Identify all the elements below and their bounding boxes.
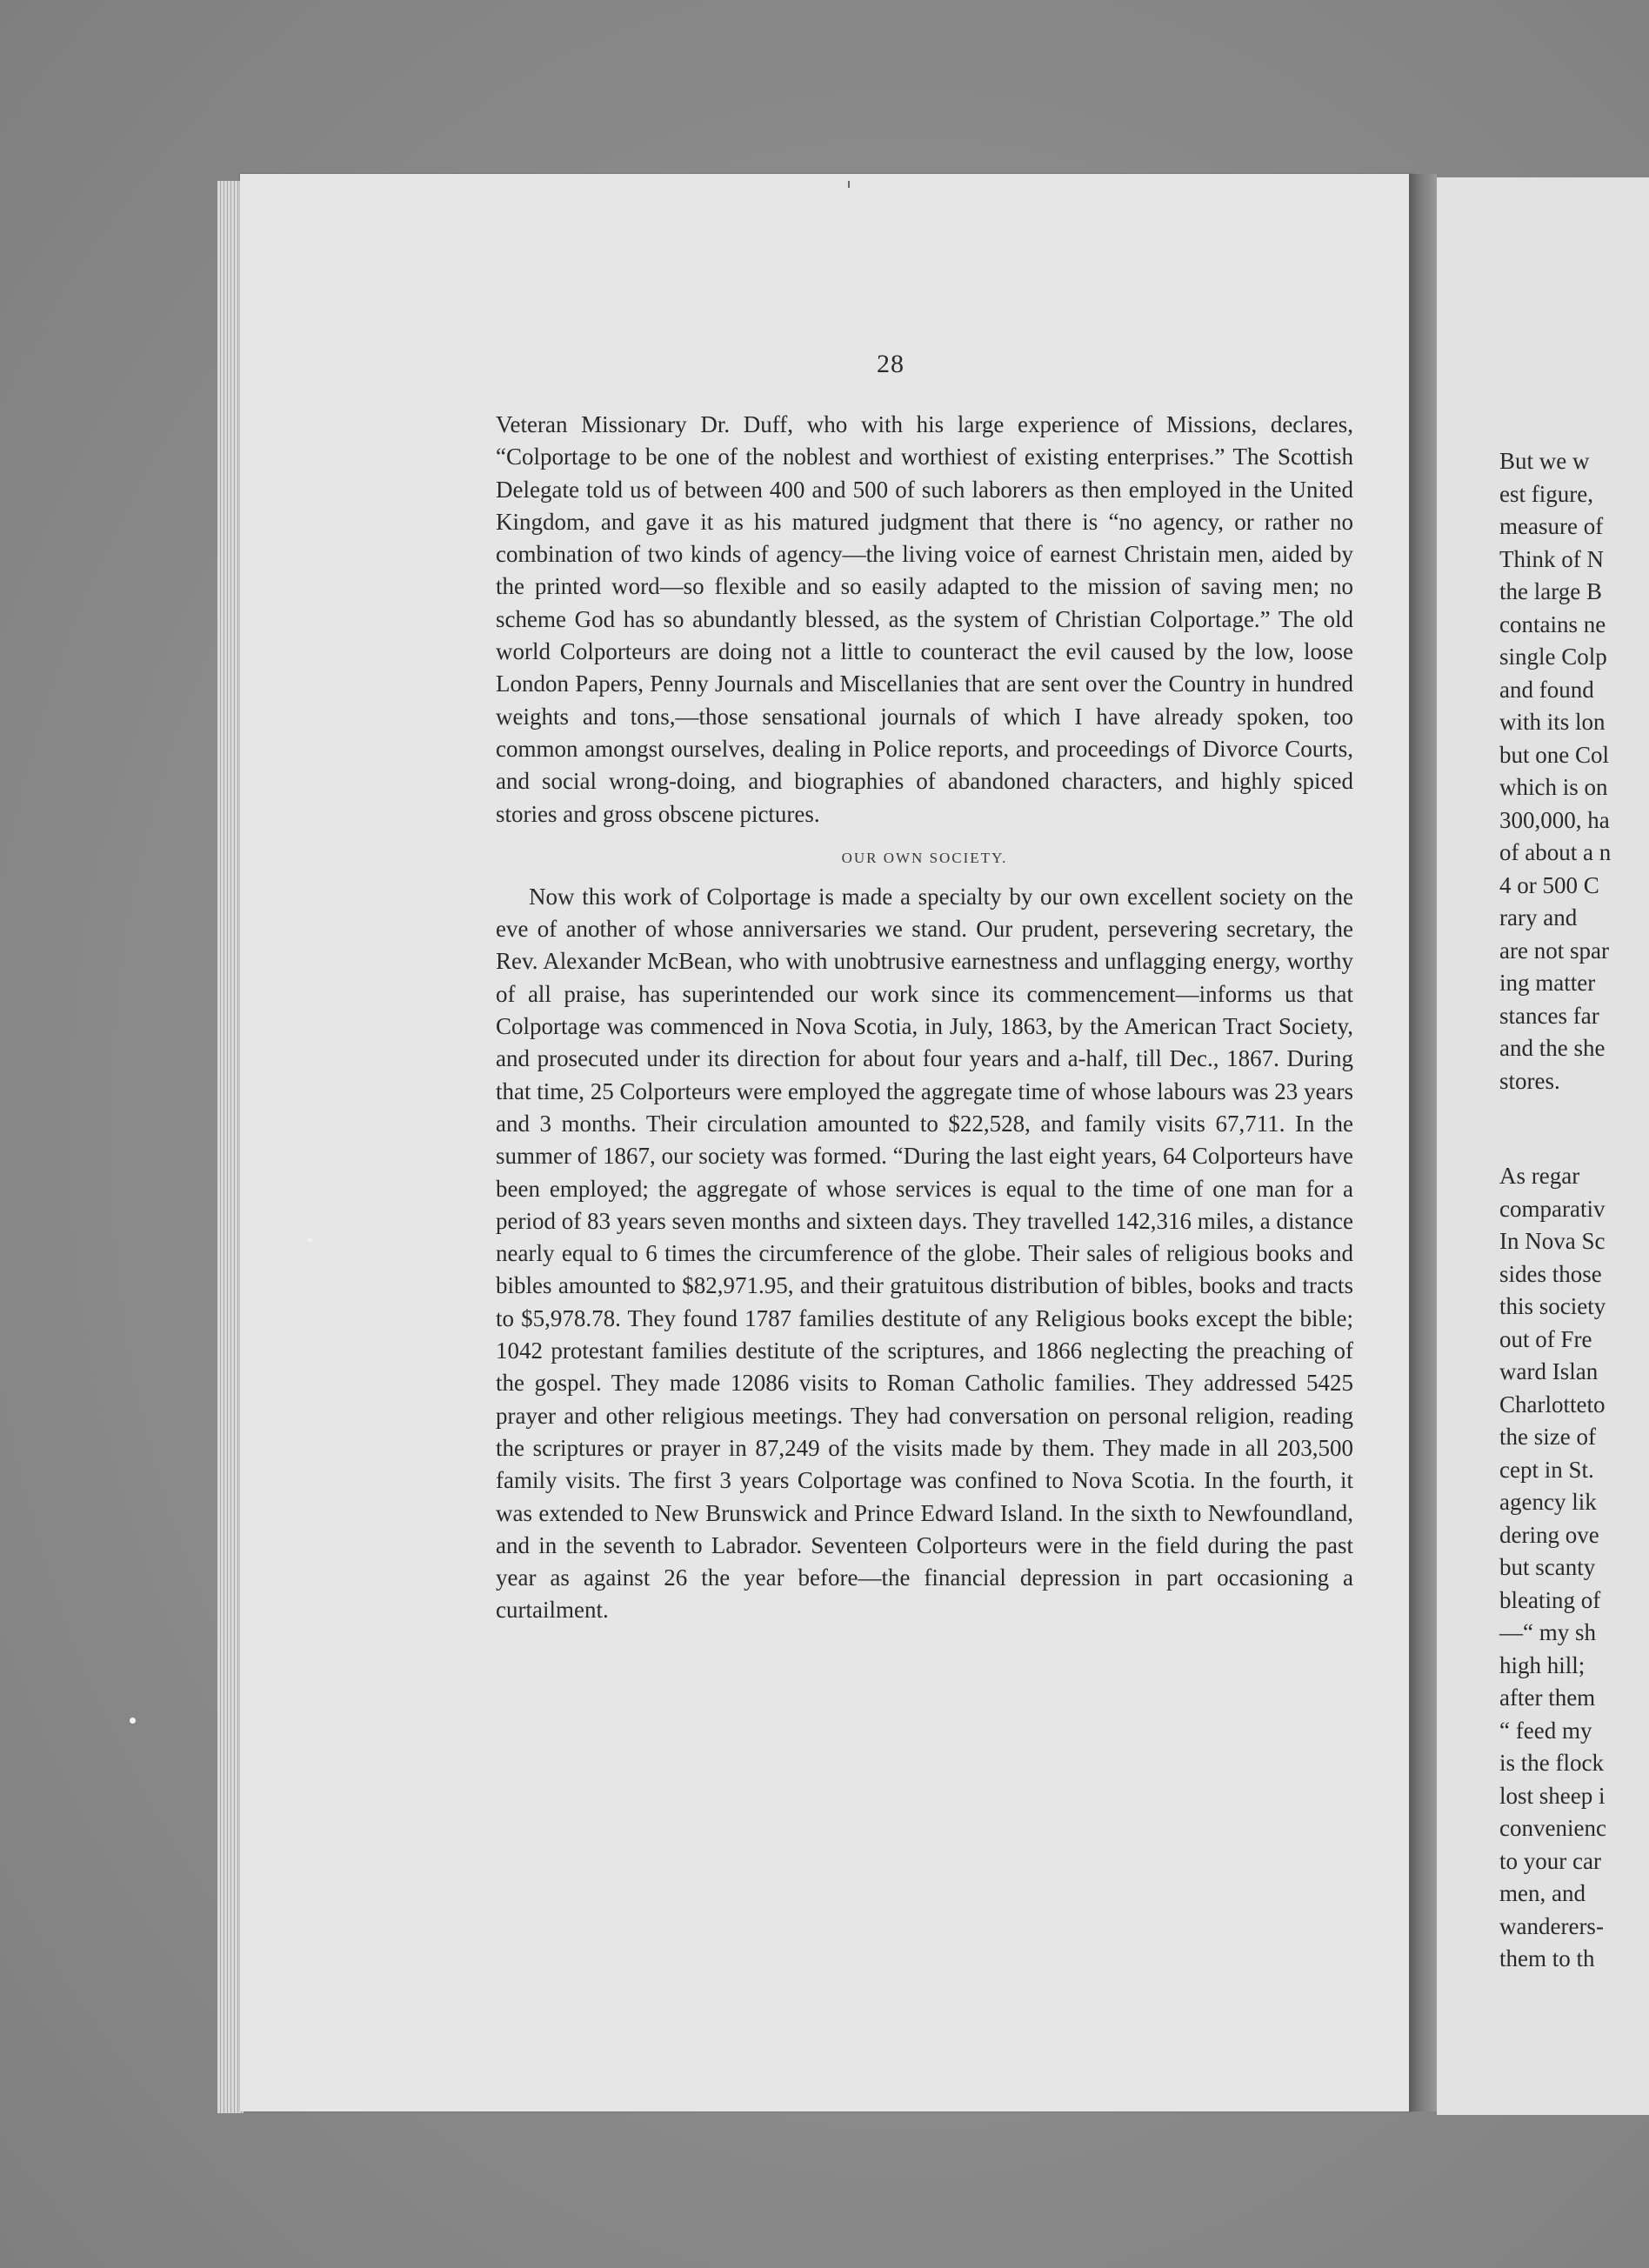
paragraph-duff: Veteran Missionary Dr. Duff, who with his large experience of Missions, declares, “Colportage to be one of the noblest and worthiest of existing enterprises.” The Scottish Delegate told us of between 400 and 500 of such laborers as then employed in the United Kingdom, and gave it as his matured judgment that there is “no agency, or rather no combination of two kinds of agency—the living voice of earnest Christain men, aided by the printed word—so flexible and so easily adapted to the mission of saving men; no scheme God has so abundantly blessed, as the system of Christian Colportage.” The old world Colporteurs are doing not a little to counteract the evil caused by the low, loose London Papers, Penny Journals and Miscellanies that are sent over the Country in hundred weights and tons,—those sensational journals of which I have already spoken, too common amongst ourselves, dealing in Police reports, and proceedings of Divorce Courts, and social wrong-doing, and biographies of abandoned characters, and highly spiced stories and gross obscene pictures.: [496, 411, 1353, 827]
right-page-line: and found: [1499, 676, 1594, 703]
right-page-line: 300,000, ha: [1499, 806, 1610, 833]
right-page-line: the large B: [1499, 578, 1602, 604]
right-page-line: In Nova Sc: [1499, 1228, 1606, 1254]
right-page-line: but one Col: [1499, 741, 1609, 768]
right-page-line: measure of: [1499, 513, 1604, 539]
right-page-line: single Colp: [1499, 644, 1607, 670]
right-page-line: est figure,: [1499, 480, 1593, 507]
section-heading: OUR OWN SOCIETY.: [841, 849, 1008, 866]
right-page-line: with its lon: [1499, 709, 1606, 735]
right-page-line: As regar: [1499, 1163, 1580, 1189]
right-page-line: out of Fre: [1499, 1325, 1592, 1352]
right-page-line: this society: [1499, 1293, 1606, 1319]
right-page-line: but scanty: [1499, 1554, 1596, 1580]
right-page-line: bleating of: [1499, 1586, 1601, 1613]
right-page-line: dering ove: [1499, 1521, 1599, 1548]
right-page-line: ing matter: [1499, 970, 1596, 996]
right-page-line: convenienc: [1499, 1815, 1606, 1841]
right-page-line: cept in St.: [1499, 1456, 1594, 1483]
right-page-line: But we w: [1499, 448, 1590, 474]
paragraph-society: Now this work of Colportage is made a specialty by our own excellent society on the eve of another of whose anniversaries we stand. Our prudent, persevering secretary, the Rev. Alexander McBean, who with unobtrusive earnestness and unflagging energy, worthy of all praise, has superintended our work since its commencement—informs us that Colportage was commenced in Nova Scotia, in July, 1863, by the American Tract Society, and prosecuted under its direction for about four years and a-half, till Dec., 1867. During that time, 25 Colporteurs were employed the aggregate time of whose labours was 23 years and 3 months. Their circulation amounted to $22,528, and family visits 67,711. In the summer of 1867, our society was formed. “During the last eight years, 64 Colporteurs have been employed; the aggregate of whose services is equal to the time of one man for a period of 83 years seven months and sixteen days. They travelled 142,316 miles, a distance nearly equal to 6 times the circumference of the globe. Their sales of religious books and bibles amounted to $82,971.95, and their gratuitous distribution of bibles, books and tracts to $5,978.78. They found 1787 families destitute of any Religious books except the bible; 1042 protestant families destitute of the scriptures, and 1866 neglecting the preaching of the gospel. They made 12086 visits to Roman Catholic families. They addressed 5425 prayer and other religious meetings. They had conversation on personal religion, reading the scriptures or prayer in 87,249 of the visits made by them. They made in all 203,500 family visits. The first 3 years Colportage was confined to Nova Scotia. In the fourth, it was extended to New Brunswick and Prince Edward Island. In the sixth to Newfoundland, and in the seventh to Labrador. Seventeen Colporteurs were in the field during the past year as against 26 the year before—the financial depression in part occasioning a curtailment.: [496, 883, 1354, 1624]
right-page-line: contains ne: [1499, 610, 1606, 637]
left-page-text: [496, 409, 1353, 1627]
right-page-line: Think of N: [1499, 545, 1604, 572]
right-page-line: of about a n: [1499, 839, 1612, 865]
right-page-line: and the she: [1499, 1035, 1606, 1061]
right-page-line: after them: [1499, 1684, 1596, 1711]
right-page-line: comparativ: [1499, 1195, 1606, 1222]
right-page-line: wanderers-: [1499, 1912, 1604, 1939]
right-page-line: them to th: [1499, 1945, 1595, 1971]
right-page-block-1: [1499, 445, 1611, 1097]
right-page-line: men, and: [1499, 1880, 1586, 1906]
right-page-line: high hill;: [1499, 1651, 1586, 1678]
right-page-line: to your car: [1499, 1847, 1601, 1874]
scan-speck: [130, 1718, 136, 1724]
right-page-line: sides those: [1499, 1260, 1602, 1287]
page-number: 28: [877, 350, 905, 378]
right-page-line: —“ my sh: [1499, 1619, 1596, 1645]
right-page-line: Charlotteto: [1499, 1391, 1606, 1418]
right-page-text: [1499, 445, 1611, 1976]
right-page-line: lost sheep i: [1499, 1782, 1606, 1809]
right-page-line: “ feed my: [1499, 1717, 1592, 1744]
right-page-line: ward Islan: [1499, 1358, 1599, 1384]
right-page-line: are not spar: [1499, 937, 1609, 964]
right-page-line: the size of: [1499, 1424, 1596, 1450]
right-page-line: which is on: [1499, 774, 1608, 800]
book-gutter: [1409, 174, 1437, 2111]
paper-speck: [308, 1237, 312, 1242]
right-page-line: 4 or 500 C: [1499, 871, 1599, 898]
right-page-line: stores.: [1499, 1067, 1560, 1094]
right-page-line: is the flock: [1499, 1750, 1604, 1776]
right-page-line: stances far: [1499, 1002, 1599, 1029]
right-page-line: agency lik: [1499, 1489, 1597, 1515]
paper-mark: [848, 181, 850, 188]
right-page-block-2: [1499, 1160, 1611, 1976]
right-page-line: rary and: [1499, 904, 1578, 931]
